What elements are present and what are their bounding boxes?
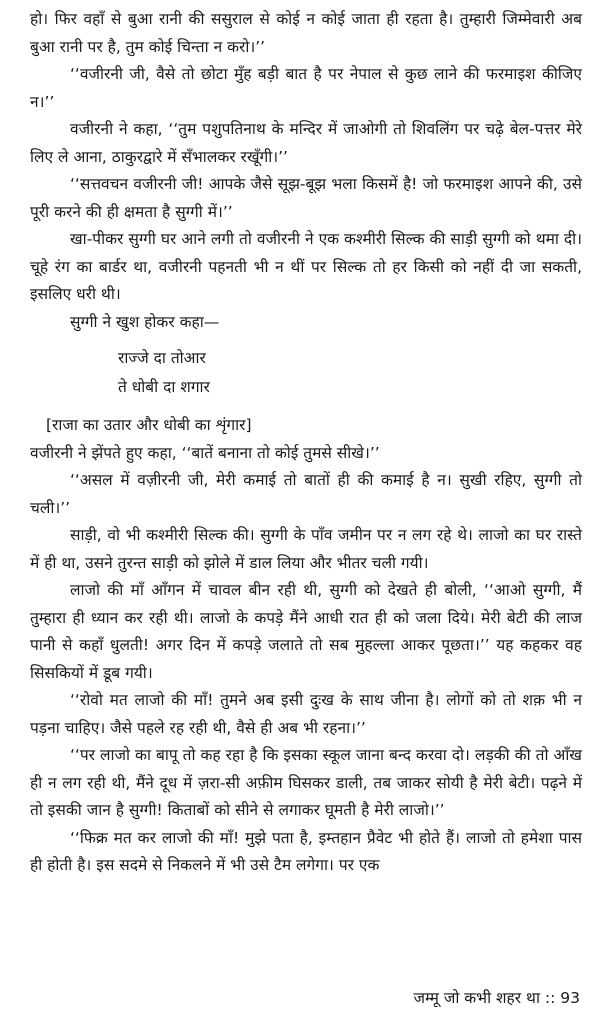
paragraph: ‘‘रोवो मत लाजो की माँ! तुमने अब इसी दुःख के साथ जीना है। लोगों को तो शक़ भी न पड़ना चाहिए। जैसे पहले रह रही थी, वैसे ही अब भी रहना।’’ — [30, 691, 582, 737]
paragraph: वजीरनी ने झेंपते हुए कहा, ‘‘बातें बनाना तो कोई तुमसे सीखे।’’ — [30, 443, 380, 462]
verse-line: राज्जे दा तोआर — [118, 349, 206, 367]
body-text — [30, 6, 582, 880]
paragraph: ‘‘वजीरनी जी, वैसे तो छोटा मुँह बड़ी बात है पर नेपाल से कुछ लाने की फरमाइश कीजिए न।’’ — [30, 65, 582, 111]
page-footer: जम्मू जो कभी शहर था :: 93 — [413, 989, 580, 1007]
paragraph: हो। फिर वहाँ से बुआ रानी की ससुराल से कोई न कोई जाता ही रहता है। तुम्हारी जिम्मेवारी अब बुआ रानी पर है, तुम कोई चिन्ता न करो।’’ — [30, 10, 582, 56]
verse-gloss: [राजा का उतार और धोबी का शृंगार] — [46, 416, 252, 434]
book-page — [30, 6, 582, 1034]
paragraph: ‘‘सत्तवचन वजीरनी जी! आपके जैसे सूझ-बूझ भला किसमें है! जो फरमाइश आपने की, उसे पूरी करने की ही क्षमता है सुग्गी में।’’ — [30, 175, 582, 221]
verse — [118, 344, 582, 402]
paragraph: ‘‘पर लाजो का बापू तो कह रहा है कि इसका स्कूल जाना बन्द करवा दो। लड़की की तो आँख ही न लग रही थी, मैंने दूध में ज़रा-सी अफ़ीम घिसकर डाली, तब जाकर सोयी है मेरी बेटी। पढ़ने में तो इसकी जान है सुग्गी! किताबों को सीने से लगाकर घूमती है मेरी लाजो।’’ — [30, 746, 582, 819]
paragraph: वजीरनी ने कहा, ‘‘तुम पशुपतिनाथ के मन्दिर में जाओगी तो शिवलिंग पर चढ़े बेल-पत्तर मेरे लिए ले आना, ठाकुरद्वारे में सँभालकर रखूँगी।’’ — [30, 120, 582, 166]
paragraph: खा-पीकर सुग्गी घर आने लगी तो वजीरनी ने एक कश्मीरी सिल्क की साड़ी सुग्गी को थमा दी। चूहे रंग का बार्डर था, वजीरनी पहनती भी न थीं पर सिल्क तो हर किसी को नहीं दी जा सकती, इसलिए धरी थी। — [30, 230, 582, 303]
paragraph: सुग्गी ने खुश होकर कहा— — [70, 312, 220, 331]
paragraph: लाजो की माँ आँगन में चावल बीन रही थी, सुग्गी को देखते ही बोली, ‘‘आओ सुग्गी, मैं तुम्हारा ही ध्यान कर रही थी। लाजो के कपड़े मैंने आधी रात ही को जला दिये। मेरी बेटी की लाज पानी से कहाँ धुलती! अगर दिन में कपड़े जलाते तो सब मुहल्ला आकर पूछता।’’ यह कहकर वह सिसकियों में डूब गयी। — [30, 581, 582, 682]
verse-line: ते धोबी दा शगार — [118, 378, 210, 396]
paragraph: साड़ी, वो भी कश्मीरी सिल्क की। सुग्गी के पाँव जमीन पर न लग रहे थे। लाजो का घर रास्ते में ही था, उसने तुरन्त साड़ी को झोले में डाल लिया और भीतर चली गयी। — [30, 526, 582, 572]
paragraph: ‘‘फिक्र मत कर लाजो की माँ! मुझे पता है, इम्तहान प्रैवेट भी होते हैं। लाजो तो हमेशा पास ही होती है। इस सदमे से निकलने में भी उसे टैम लगेगा। पर एक — [30, 828, 582, 874]
paragraph: ‘‘असल में वज़ीरनी जी, मेरी कमाई तो बातों ही की कमाई है न। सुखी रहिए, सुग्गी तो चली।’’ — [30, 471, 582, 517]
